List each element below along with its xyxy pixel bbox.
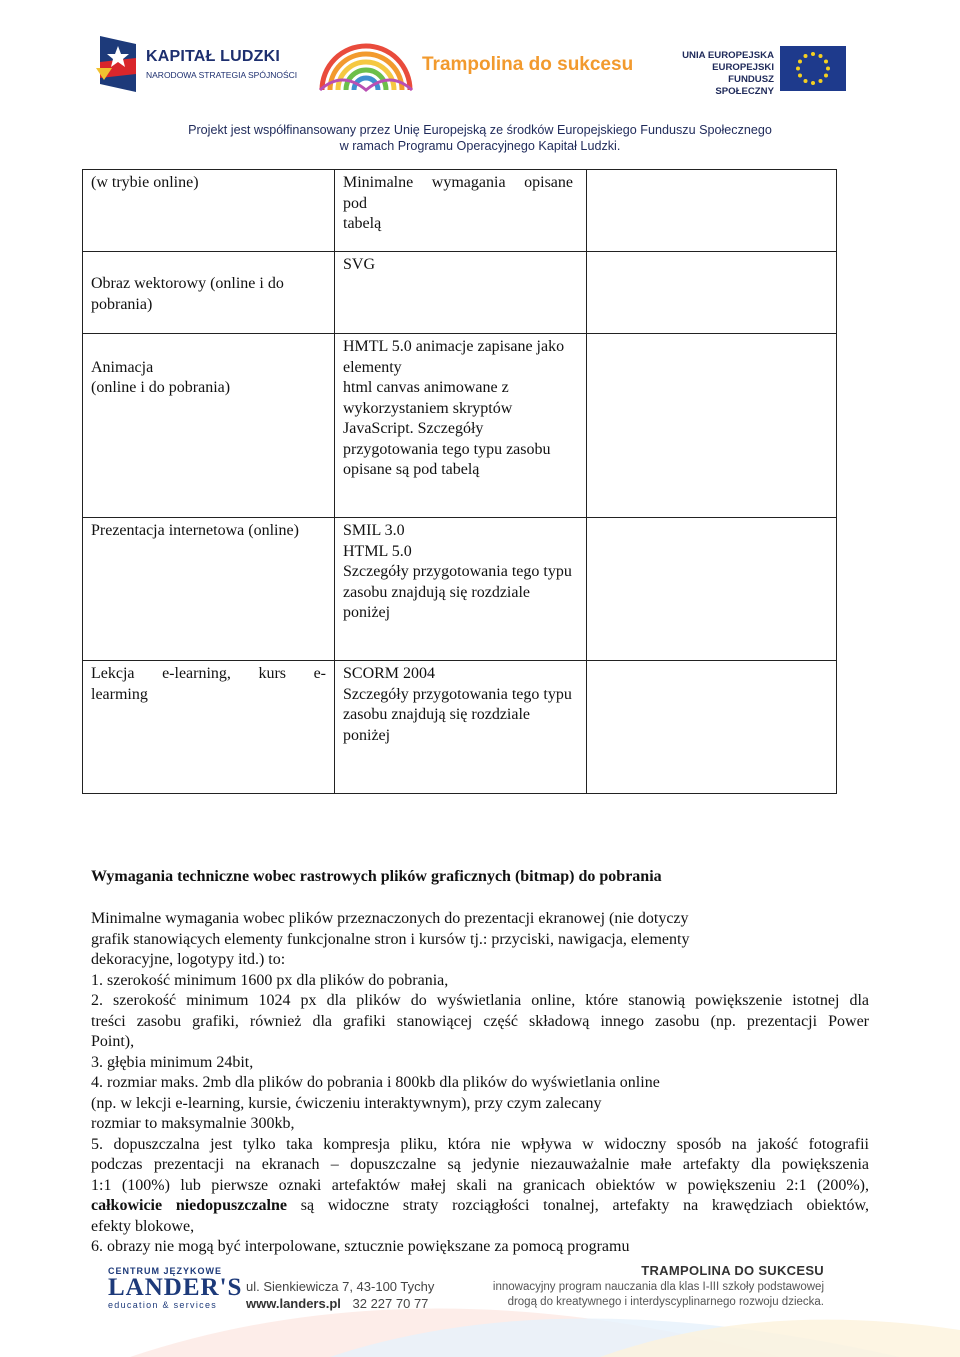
body-line: efekty blokowe, (91, 1217, 195, 1235)
requirement-cell (335, 518, 587, 661)
funding-note (140, 122, 820, 154)
resource-type: Lekcja e-learning, kurs e-learming (91, 665, 326, 703)
footer-trampolina-title: TRAMPOLINA DO SUKCESU (641, 1263, 824, 1278)
footer-trampolina-line-2: drogą do kreatywnego i interdyscyplinarnego rozwoju dziecka. (507, 1296, 824, 1308)
body-line: 4. rozmiar maks. 2mb dla plików do pobrania i 800kb dla plików do wyświetlania online (91, 1074, 660, 1091)
kapital-ludzki-flag-icon (96, 34, 140, 94)
footer-trampolina (470, 1262, 824, 1310)
funding-line-1: Projekt jest współfinansowany przez Unię Europejską ze środków Europejskiego Funduszu Społecznego (188, 123, 772, 137)
notes-cell (587, 252, 837, 334)
resource-type: Obraz wektorowy (online i do pobrania) (91, 275, 284, 313)
resource-type: (w trybie online) (91, 174, 199, 191)
table-row (83, 661, 837, 794)
resource-type-cell (83, 661, 335, 794)
requirement-line: SCORM 2004 (343, 665, 436, 682)
body-line: grafik stanowiących elementy funkcjonalne stron i kursów tj.: przyciski, nawigacja, elementy (91, 930, 690, 948)
website-link[interactable]: www.landers.pl (246, 1296, 341, 1311)
section-heading: Wymagania techniczne wobec rastrowych plików graficznych (bitmap) do pobrania (91, 868, 662, 885)
requirement-line: poniżej (343, 604, 391, 621)
body-line: rozmiar to maksymalnie 300kb, (91, 1115, 295, 1132)
funding-line-2: w ramach Programu Operacyjnego Kapitał Ludzki. (339, 139, 621, 153)
requirement-line: Szczegóły przygotowania tego typu (343, 563, 572, 580)
requirement-line: SMIL 3.0 (343, 522, 405, 539)
requirement-line: Minimalne wymagania opisane pod (343, 174, 573, 212)
notes-cell (587, 170, 837, 252)
requirement-cell (335, 252, 587, 334)
rainbow-icon (318, 40, 414, 92)
kapital-ludzki-subtitle: NARODOWA STRATEGIA SPÓJNOŚCI (146, 70, 298, 80)
resource-requirements-table (82, 169, 837, 794)
section-body (91, 909, 869, 1258)
body-line: treści zasobu grafiki, również dla grafiki stanowiącej część składową innego zasobu (np. prezentacji Power (91, 1012, 869, 1030)
requirement-line: zasobu znajdują się rozdziale (343, 706, 531, 723)
requirement-line: wykorzystaniem skryptów (343, 399, 513, 417)
requirement-line: HTML 5.0 (343, 542, 412, 560)
requirement-line: zasobu znajdują się rozdziale (343, 583, 531, 601)
kapital-ludzki-logo (96, 34, 296, 96)
landers-logo (108, 1266, 243, 1318)
phone-number: 32 227 70 77 (352, 1296, 429, 1311)
body-line: 1:1 (100%) lub pierwsze oznaki artefaktów małej skali na granicach obiektów w powiększeniu 2:1 (200%), (91, 1176, 869, 1194)
kapital-ludzki-title: KAPITAŁ LUDZKI (146, 48, 281, 65)
table-row (83, 252, 837, 334)
resource-type-cell (83, 334, 335, 518)
resource-type: Prezentacja internetowa (online) (91, 522, 299, 539)
body-line-rest: są widoczne straty rozciągłości tonalnej, artefakty na krawędziach obiektów, (286, 1197, 870, 1214)
body-line: 3. głębia minimum 24bit, (91, 1053, 254, 1071)
requirement-line: Szczegóły przygotowania tego typu (343, 685, 572, 703)
table-row (83, 170, 837, 252)
footer-address (246, 1278, 434, 1312)
requirement-cell (335, 170, 587, 252)
requirement-line: HMTL 5.0 animacje zapisane jako elementy (343, 338, 565, 376)
landers-sub: education & services (108, 1300, 218, 1310)
requirement-line: JavaScript. Szczegóły (343, 420, 484, 437)
body-line: 2. szerokość minimum 1024 px dla plików do wyświetlania online, które stanowią powiększenie istotnej dla (91, 992, 869, 1009)
body-line: Point), (91, 1033, 135, 1050)
eu-text (676, 50, 774, 98)
requirement-line: przygotowania tego typu zasobu (343, 440, 551, 458)
landers-name: LANDER'S (108, 1274, 243, 1301)
resource-type-cell (83, 518, 335, 661)
table-row (83, 334, 837, 518)
requirement-cell (335, 334, 587, 518)
notes-cell (587, 661, 837, 794)
requirement-cell (335, 661, 587, 794)
body-line: dekoracyjne, logotypy itd.) to: (91, 951, 286, 968)
requirement-line: opisane są pod tabelą (343, 461, 480, 478)
requirement-line: tabelą (343, 215, 382, 232)
landers-top: CENTRUM JĘZYKOWE (108, 1266, 223, 1276)
emphasis-text: całkowicie niedopuszczalne (91, 1197, 287, 1214)
resource-type-cell (83, 170, 335, 252)
eu-logo (676, 44, 856, 97)
body-line: Minimalne wymagania wobec plików przeznaczonych do prezentacji ekranowej (nie dotyczy (91, 910, 689, 927)
notes-cell (587, 334, 837, 518)
footer-trampolina-line-1: innowacyjny program nauczania dla klas I-III szkoły podstawowej (492, 1281, 824, 1293)
body-line: 6. obrazy nie mogą być interpolowane, sztucznie powiększane za pomocą programu (91, 1238, 630, 1255)
body-line: (np. w lekcji e-learning, kursie, ćwiczeniu interaktywnym), przy czym zalecany (91, 1094, 602, 1112)
requirement-line: SVG (343, 256, 376, 273)
eu-line-1: UNIA EUROPEJSKA (682, 50, 774, 61)
body-line (91, 1196, 869, 1217)
eu-line-3: FUNDUSZ SPOŁECZNY (715, 74, 774, 97)
eu-line-2: EUROPEJSKI (712, 62, 774, 73)
address-line: ul. Sienkiewicza 7, 43-100 Tychy (246, 1279, 435, 1294)
requirement-line: poniżej (343, 726, 391, 744)
body-line: 1. szerokość minimum 1600 px dla plików do pobrania, (91, 971, 449, 989)
notes-cell (587, 518, 837, 661)
body-line: podczas prezentacji na ekranach – dopuszczalne są jedynie niezauważalnie małe artefakty dla powiększenia (91, 1156, 869, 1173)
eu-flag-icon (780, 46, 846, 91)
resource-type: Animacja (online i do pobrania) (91, 358, 231, 396)
body-line: 5. dopuszczalna jest tylko taka kompresja pliku, która nie wpływa w widoczny sposób na jakość fotografii (91, 1135, 869, 1153)
requirement-line: html canvas animowane z (343, 379, 509, 396)
trampolina-title: Trampolina do sukcesu (422, 54, 634, 75)
table-row (83, 518, 837, 661)
resource-type-cell (83, 252, 335, 334)
trampolina-logo (318, 40, 638, 95)
